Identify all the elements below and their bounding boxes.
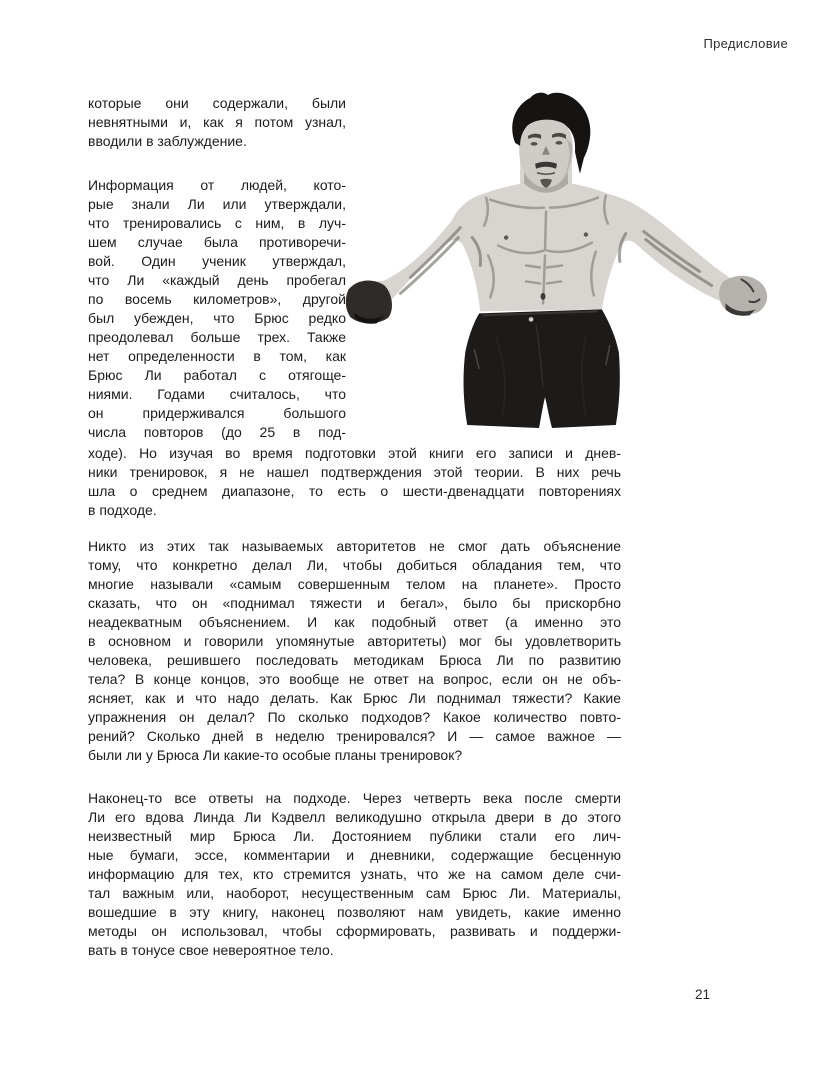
text-line: рые знали Ли или утверждали, bbox=[88, 196, 346, 212]
text-line: неизвестный мир Брюса Ли. Достоянием публики стали его лич- bbox=[88, 828, 621, 844]
text-line: упражнения он делал? По сколько подходов? Какое количество повто- bbox=[88, 709, 621, 725]
text-line: Ли его вдова Линда Ли Кэдвелл великодушно открыла двери в до этого bbox=[88, 809, 621, 825]
nipple-left bbox=[504, 235, 508, 239]
text-line: шла о среднем диапазоне, то есть о шести-двенадцати повторениях bbox=[88, 483, 621, 499]
running-header: Предисловие bbox=[703, 36, 788, 51]
left-fist bbox=[346, 281, 392, 324]
paragraph-2-continued bbox=[88, 444, 621, 520]
text-line: Никто из этих так называемых авторитетов не смог дать объяснение bbox=[88, 538, 621, 554]
text-line: ясняет, как и что надо делать. Как Брюс Ли поднимал тяжести? Какие bbox=[88, 690, 621, 706]
text-line: Информация от людей, кото- bbox=[88, 177, 346, 193]
text-line: тела? В конце концов, это вообще не ответ на вопрос, если он не объ- bbox=[88, 671, 621, 687]
navel bbox=[541, 293, 546, 300]
left-column bbox=[88, 94, 346, 442]
text-line: преодолевал больше трех. Также bbox=[88, 329, 346, 345]
nipple-right bbox=[584, 232, 588, 236]
main-text bbox=[88, 444, 621, 960]
text-line: что Ли «каждый день пробегал bbox=[88, 272, 346, 288]
text-line: вводили в заблуждение. bbox=[88, 133, 247, 149]
text-line: ниями. Годами считалось, что bbox=[88, 386, 346, 402]
text-line: был убежден, что Брюс редко bbox=[88, 310, 346, 326]
text-line: ходе). Но изучая во время подготовки этой книги его записи и днев- bbox=[88, 445, 621, 461]
text-line: которые они содержали, были bbox=[88, 95, 346, 111]
text-line: неадекватным объяснением. И как подобный ответ (а именно это bbox=[88, 614, 621, 630]
text-line: нет определенности в том, как bbox=[88, 348, 346, 364]
paragraph-3 bbox=[88, 537, 621, 765]
paragraph-4 bbox=[88, 789, 621, 960]
text-line: сказать, что он «поднимал тяжести и бегал», было бы прискорбно bbox=[88, 595, 621, 611]
text-line: были ли у Брюса Ли какие-то особые планы тренировок? bbox=[88, 747, 463, 763]
text-line: по восемь километров», другой bbox=[88, 291, 346, 307]
text-line: шем случае была противоречи- bbox=[88, 234, 346, 250]
text-line: он придерживался большого bbox=[88, 405, 346, 421]
text-line: вой. Один ученик утверждал, bbox=[88, 253, 346, 269]
text-line: в основном и говорили упомянутые авторитеты) мог бы удовлетворить bbox=[88, 633, 621, 649]
text-line: Брюс Ли работал с отягоще- bbox=[88, 367, 346, 383]
text-line: человека, решившего последовать методикам Брюса Ли по развитию bbox=[88, 652, 621, 668]
text-line: вошедшие в эту книгу, наконец позволяют нам увидеть, какие именно bbox=[88, 904, 621, 920]
text-line: числа повторов (до 25 в под- bbox=[88, 424, 346, 440]
text-line: невнятными и, как я потом узнал, bbox=[88, 114, 346, 130]
paragraph-1 bbox=[88, 94, 346, 151]
text-line: методы он использовал, чтобы сформировать, развивать и поддержи- bbox=[88, 923, 621, 939]
text-line: что тренировались с ним, в луч- bbox=[88, 215, 346, 231]
text-line: в подходе. bbox=[88, 502, 157, 518]
paragraph-2-column-part bbox=[88, 176, 346, 442]
text-line: информацию для тех, кто стремится узнать, что же на самом деле счи- bbox=[88, 866, 621, 882]
text-line: многие называли «самым совершенным телом на планете». Просто bbox=[88, 576, 621, 592]
page-number: 21 bbox=[695, 987, 711, 1002]
text-line: тому, что конкретно делал Ли, чтобы добиться обладания тем, что bbox=[88, 557, 621, 573]
text-line: вать в тонусе свое невероятное тело. bbox=[88, 942, 334, 958]
bruce-lee-photo bbox=[340, 88, 775, 442]
text-line: ники тренировок, я не нашел подтверждения этой теории. В них речь bbox=[88, 464, 621, 480]
text-line: рений? Сколько дней в неделю тренировался? И — самое важное — bbox=[88, 728, 621, 744]
text-line: тал важным или, наоборот, несущественным сам Брюс Ли. Материалы, bbox=[88, 885, 621, 901]
text-line: Наконец-то все ответы на подходе. Через четверть века после смерти bbox=[88, 790, 621, 806]
text-line: ные бумаги, эссе, комментарии и дневники, содержащие бесценную bbox=[88, 847, 621, 863]
